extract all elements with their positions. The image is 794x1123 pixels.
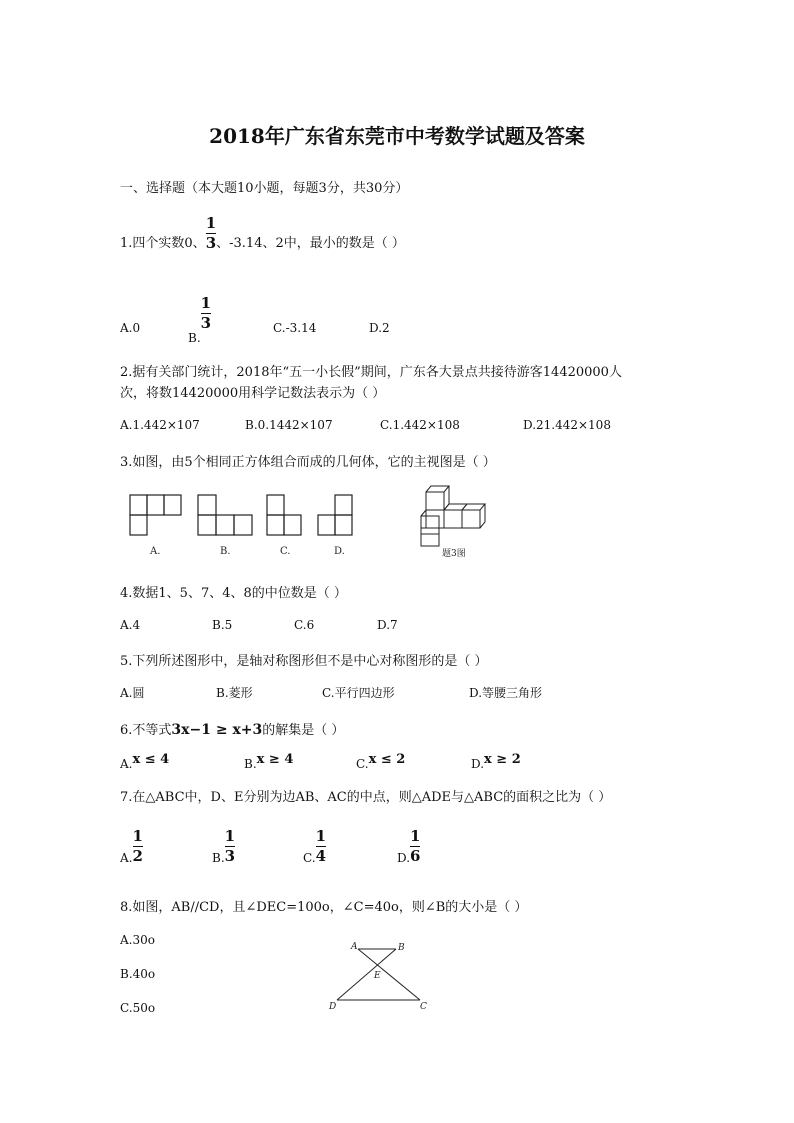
q3-option-b-view <box>198 495 252 535</box>
q3-option-c-view <box>267 495 301 535</box>
q3-figure-caption: 题3图 <box>442 549 466 559</box>
q6-option-c: C.x ≤ 2 <box>356 752 406 771</box>
q2-option-b: B.0.1442×107 <box>245 418 333 432</box>
question-2-line-2: 次，将数14420000用科学记数法表示为（ ） <box>120 386 386 401</box>
question-6: 6.不等式3x−1 ≥ x+3的解集是（ ） <box>120 722 345 738</box>
section-heading: 一、选择题（本大题10小题，每题3分，共30分） <box>120 181 409 196</box>
q4-option-b: B.5 <box>212 618 233 632</box>
q3-label-a: A. <box>150 546 161 557</box>
q3-figure <box>120 482 500 562</box>
q5-option-d: D.等腰三角形 <box>469 686 543 700</box>
q8-label-e: E <box>374 971 381 981</box>
q8-option-a: A.30o <box>120 933 155 947</box>
question-3: 3.如图，由5个相同正方体组合而成的几何体，它的主视图是（ ） <box>120 455 496 470</box>
q2-option-d: D.21.442×108 <box>523 418 611 432</box>
question-8: 8.如图，AB//CD，且∠DEC=100o，∠C=40o，则∠B的大小是（ ） <box>120 900 528 915</box>
q8-figure <box>325 938 435 1014</box>
q7-option-d: D. $\frac{1}{6}$ <box>397 827 421 865</box>
q7-option-c: C. $\frac{1}{4}$ <box>303 827 327 865</box>
q8-label-c: C <box>420 1002 427 1012</box>
q8-option-c: C.50o <box>120 1001 156 1015</box>
q1-text-b: 、-3.14、2中，最小的数是（ ） <box>216 236 405 251</box>
q4-option-c: C.6 <box>294 618 315 632</box>
q1-option-b: B. $\frac{1}{3}$ <box>188 294 212 345</box>
q8-option-b: B.40o <box>120 967 156 981</box>
q5-option-a: A.圆 <box>120 686 145 700</box>
question-4: 4.数据1、5、7、4、8的中位数是（ ） <box>120 586 347 601</box>
q1-option-c: C.-3.14 <box>273 321 317 335</box>
q5-option-c: C.平行四边形 <box>322 686 395 700</box>
question-7: 7.在△ABC中，D、E分别为边AB、AC的中点，则△ADE与△ABC的面积之比为（ ） <box>120 790 612 805</box>
q1-fraction: $\frac{1}{3}$ <box>205 214 217 252</box>
q4-option-a: A.4 <box>120 618 141 632</box>
q1-option-d: D.2 <box>369 321 390 335</box>
q6-option-a: A.x ≤ 4 <box>120 752 170 771</box>
question-1 <box>120 214 405 261</box>
question-2-line-1: 2.据有关部门统计，2018年“五一小长假”期间，广东各大景点共接待游客14420000人 <box>120 365 622 380</box>
q3-label-b: B. <box>220 546 231 557</box>
q2-option-c: C.1.442×108 <box>380 418 460 432</box>
q3-solid-figure <box>421 486 485 546</box>
q1-option-a: A.0 <box>120 321 141 335</box>
q1-text-a: 1.四个实数0、 <box>120 236 206 251</box>
q7-option-b: B. $\frac{1}{3}$ <box>212 827 236 865</box>
q4-option-d: D.7 <box>377 618 398 632</box>
q3-option-a-view <box>130 495 181 535</box>
question-5: 5.下列所述图形中，是轴对称图形但不是中心对称图形的是（ ） <box>120 654 488 669</box>
q3-option-d-view <box>318 495 352 535</box>
q7-option-a: A. $\frac{1}{2}$ <box>120 827 143 865</box>
q5-option-b: B.菱形 <box>216 686 253 700</box>
q3-label-d: D. <box>334 546 345 557</box>
q6-option-d: D.x ≥ 2 <box>471 752 521 771</box>
q6-inequality: 3x−1 ≥ x+3 <box>171 722 263 738</box>
q3-label-c: C. <box>280 546 291 557</box>
q6-option-b: B.x ≥ 4 <box>244 752 294 771</box>
q1-option-b-fraction: $\frac{1}{3}$ <box>200 294 212 332</box>
page-title: 2018年广东省东莞市中考数学试题及答案 <box>209 124 585 148</box>
q8-label-b: B <box>398 943 405 953</box>
q8-label-a: A <box>351 942 358 952</box>
q8-label-d: D <box>329 1002 337 1012</box>
q2-option-a: A.1.442×107 <box>120 418 200 432</box>
